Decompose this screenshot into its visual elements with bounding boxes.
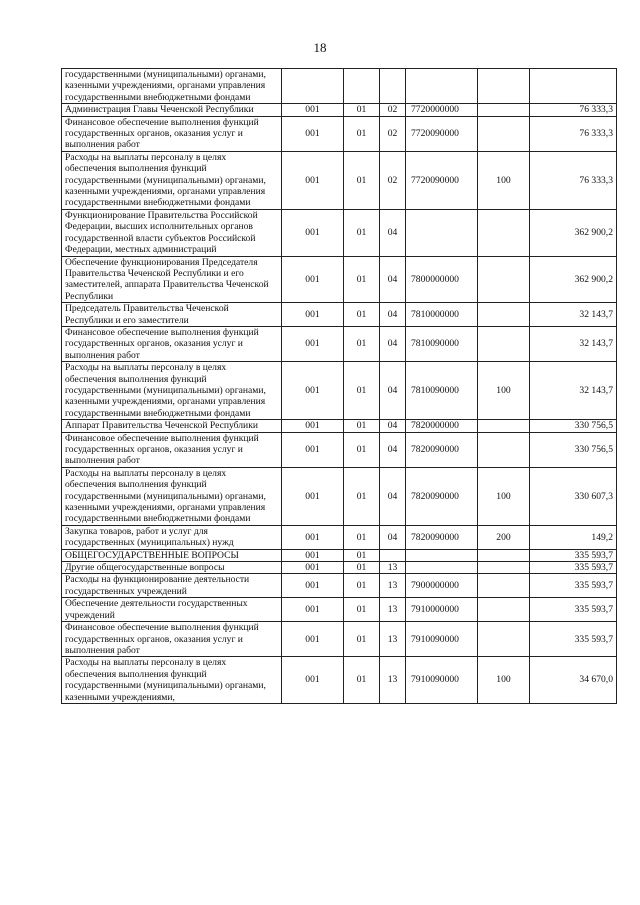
budget-table — [61, 68, 617, 704]
table-row — [62, 303, 617, 327]
row-rz-cell: 01 — [344, 657, 380, 704]
row-rz-cell: 01 — [344, 598, 380, 622]
row-csr-cell: 7820090000 — [406, 467, 478, 525]
row-csr-cell: 7910090000 — [406, 622, 478, 657]
row-pr-cell: 02 — [380, 116, 406, 151]
row-name-cell: Расходы на выплаты персоналу в целях обеспечения выполнения функций государственными (муниципальными) органами, казенными учреждениями, — [62, 657, 282, 704]
row-pr-cell — [380, 549, 406, 561]
row-pr-cell: 13 — [380, 598, 406, 622]
row-vr-cell — [478, 104, 530, 116]
table-row — [62, 326, 617, 361]
row-csr-cell: 7810090000 — [406, 326, 478, 361]
row-sum-cell: 149,2 — [530, 525, 617, 549]
row-grbs-cell — [282, 69, 344, 104]
row-rz-cell: 01 — [344, 432, 380, 467]
row-rz-cell: 01 — [344, 116, 380, 151]
table-row — [62, 420, 617, 432]
table-row — [62, 432, 617, 467]
row-name-cell: Финансовое обеспечение выполнения функций государственных органов, оказания услуг и выполнения работ — [62, 116, 282, 151]
row-csr-cell: 7820090000 — [406, 525, 478, 549]
row-grbs-cell: 001 — [282, 256, 344, 303]
table-row — [62, 209, 617, 256]
row-name-cell: Расходы на выплаты персоналу в целях обеспечения выполнения функций государственными (муниципальными) органами, казенными учреждениями, органами управления государственными внебюджетными фондами — [62, 151, 282, 209]
row-rz-cell: 01 — [344, 525, 380, 549]
row-grbs-cell: 001 — [282, 622, 344, 657]
row-pr-cell: 02 — [380, 104, 406, 116]
row-vr-cell — [478, 574, 530, 598]
row-sum-cell: 330 607,3 — [530, 467, 617, 525]
row-pr-cell: 13 — [380, 574, 406, 598]
row-grbs-cell: 001 — [282, 209, 344, 256]
row-pr-cell: 13 — [380, 657, 406, 704]
row-pr-cell: 04 — [380, 326, 406, 361]
row-csr-cell: 7810090000 — [406, 362, 478, 420]
row-sum-cell: 362 900,2 — [530, 256, 617, 303]
row-csr-cell: 7910000000 — [406, 598, 478, 622]
row-name-cell: Председатель Правительства Чеченской Республики и его заместители — [62, 303, 282, 327]
row-grbs-cell: 001 — [282, 362, 344, 420]
table-row — [62, 69, 617, 104]
table-row — [62, 362, 617, 420]
row-vr-cell — [478, 598, 530, 622]
row-pr-cell: 04 — [380, 362, 406, 420]
row-csr-cell — [406, 69, 478, 104]
row-rz-cell: 01 — [344, 104, 380, 116]
row-vr-cell — [478, 562, 530, 574]
row-rz-cell: 01 — [344, 562, 380, 574]
row-sum-cell: 335 593,7 — [530, 598, 617, 622]
row-rz-cell: 01 — [344, 574, 380, 598]
row-name-cell: Обеспечение функционирования Председателя Правительства Чеченской Республики и его заместителей, аппарата Правительства Чеченской Республики — [62, 256, 282, 303]
table-row — [62, 598, 617, 622]
row-vr-cell — [478, 432, 530, 467]
row-csr-cell — [406, 549, 478, 561]
table-row — [62, 151, 617, 209]
row-pr-cell: 04 — [380, 420, 406, 432]
row-grbs-cell: 001 — [282, 104, 344, 116]
row-grbs-cell: 001 — [282, 525, 344, 549]
row-sum-cell: 335 593,7 — [530, 549, 617, 561]
row-grbs-cell: 001 — [282, 657, 344, 704]
row-sum-cell: 32 143,7 — [530, 326, 617, 361]
row-pr-cell — [380, 69, 406, 104]
row-vr-cell — [478, 622, 530, 657]
row-rz-cell — [344, 69, 380, 104]
table-row — [62, 525, 617, 549]
row-name-cell: Расходы на функционирование деятельности государственных учреждений — [62, 574, 282, 598]
table-row — [62, 116, 617, 151]
row-csr-cell: 7900000000 — [406, 574, 478, 598]
row-pr-cell: 04 — [380, 467, 406, 525]
row-rz-cell: 01 — [344, 467, 380, 525]
row-name-cell: Аппарат Правительства Чеченской Республики — [62, 420, 282, 432]
table-row — [62, 467, 617, 525]
row-rz-cell: 01 — [344, 622, 380, 657]
row-name-cell: Другие общегосударственные вопросы — [62, 562, 282, 574]
table-row — [62, 622, 617, 657]
row-csr-cell — [406, 562, 478, 574]
row-name-cell: Администрация Главы Чеченской Республики — [62, 104, 282, 116]
row-sum-cell: 76 333,3 — [530, 151, 617, 209]
row-pr-cell: 13 — [380, 562, 406, 574]
row-grbs-cell: 001 — [282, 598, 344, 622]
row-grbs-cell: 001 — [282, 562, 344, 574]
row-pr-cell: 04 — [380, 256, 406, 303]
row-pr-cell: 13 — [380, 622, 406, 657]
row-vr-cell — [478, 256, 530, 303]
row-sum-cell: 330 756,5 — [530, 432, 617, 467]
table-row — [62, 104, 617, 116]
row-vr-cell: 100 — [478, 657, 530, 704]
row-grbs-cell: 001 — [282, 303, 344, 327]
row-name-cell: Финансовое обеспечение выполнения функций государственных органов, оказания услуг и выполнения работ — [62, 622, 282, 657]
row-rz-cell: 01 — [344, 326, 380, 361]
row-grbs-cell: 001 — [282, 549, 344, 561]
row-grbs-cell: 001 — [282, 420, 344, 432]
row-pr-cell: 04 — [380, 432, 406, 467]
row-sum-cell: 330 756,5 — [530, 420, 617, 432]
row-rz-cell: 01 — [344, 549, 380, 561]
row-grbs-cell: 001 — [282, 467, 344, 525]
row-vr-cell: 200 — [478, 525, 530, 549]
row-sum-cell: 335 593,7 — [530, 574, 617, 598]
row-pr-cell: 02 — [380, 151, 406, 209]
table-row — [62, 657, 617, 704]
row-vr-cell: 100 — [478, 151, 530, 209]
row-rz-cell: 01 — [344, 256, 380, 303]
row-rz-cell: 01 — [344, 362, 380, 420]
row-name-cell: Обеспечение деятельности государственных учреждений — [62, 598, 282, 622]
row-vr-cell — [478, 549, 530, 561]
row-sum-cell: 362 900,2 — [530, 209, 617, 256]
row-sum-cell: 32 143,7 — [530, 362, 617, 420]
row-grbs-cell: 001 — [282, 432, 344, 467]
row-rz-cell: 01 — [344, 420, 380, 432]
row-name-cell: Финансовое обеспечение выполнения функций государственных органов, оказания услуг и выполнения работ — [62, 326, 282, 361]
row-name-cell: Расходы на выплаты персоналу в целях обеспечения выполнения функций государственными (муниципальными) органами, казенными учреждениями, органами управления государственными внебюджетными фондами — [62, 362, 282, 420]
row-csr-cell: 7810000000 — [406, 303, 478, 327]
row-vr-cell — [478, 116, 530, 151]
row-sum-cell — [530, 69, 617, 104]
row-sum-cell: 335 593,7 — [530, 562, 617, 574]
row-name-cell: государственными (муниципальными) органами, казенными учреждениями, органами управления государственными внебюджетными фондами — [62, 69, 282, 104]
row-vr-cell — [478, 420, 530, 432]
row-pr-cell: 04 — [380, 525, 406, 549]
row-vr-cell: 100 — [478, 362, 530, 420]
table-row — [62, 549, 617, 561]
row-sum-cell: 335 593,7 — [530, 622, 617, 657]
table-row — [62, 562, 617, 574]
row-vr-cell: 100 — [478, 467, 530, 525]
page-number: 18 — [313, 40, 327, 55]
row-rz-cell: 01 — [344, 151, 380, 209]
row-name-cell: Финансовое обеспечение выполнения функций государственных органов, оказания услуг и выполнения работ — [62, 432, 282, 467]
row-name-cell: ОБЩЕГОСУДАРСТВЕННЫЕ ВОПРОСЫ — [62, 549, 282, 561]
row-pr-cell: 04 — [380, 303, 406, 327]
row-grbs-cell: 001 — [282, 326, 344, 361]
row-csr-cell: 7910090000 — [406, 657, 478, 704]
row-sum-cell: 32 143,7 — [530, 303, 617, 327]
row-rz-cell: 01 — [344, 209, 380, 256]
row-pr-cell: 04 — [380, 209, 406, 256]
row-csr-cell: 7820000000 — [406, 420, 478, 432]
row-csr-cell: 7720090000 — [406, 151, 478, 209]
row-csr-cell: 7800000000 — [406, 256, 478, 303]
row-grbs-cell: 001 — [282, 151, 344, 209]
row-sum-cell: 34 670,0 — [530, 657, 617, 704]
budget-table-body — [62, 69, 617, 704]
row-name-cell: Закупка товаров, работ и услуг для государственных (муниципальных) нужд — [62, 525, 282, 549]
row-rz-cell: 01 — [344, 303, 380, 327]
row-sum-cell: 76 333,3 — [530, 116, 617, 151]
row-csr-cell — [406, 209, 478, 256]
row-vr-cell — [478, 69, 530, 104]
row-vr-cell — [478, 326, 530, 361]
row-vr-cell — [478, 209, 530, 256]
row-grbs-cell: 001 — [282, 116, 344, 151]
row-name-cell: Расходы на выплаты персоналу в целях обеспечения выполнения функций государственными (муниципальными) органами, казенными учреждениями, органами управления государственными внебюджетными фондами — [62, 467, 282, 525]
row-csr-cell: 7720090000 — [406, 116, 478, 151]
row-vr-cell — [478, 303, 530, 327]
row-grbs-cell: 001 — [282, 574, 344, 598]
table-row — [62, 574, 617, 598]
row-csr-cell: 7720000000 — [406, 104, 478, 116]
table-row — [62, 256, 617, 303]
row-sum-cell: 76 333,3 — [530, 104, 617, 116]
row-name-cell: Функционирование Правительства Российской Федерации, высших исполнительных органов государственной власти субъектов Российской Федерации, местных администраций — [62, 209, 282, 256]
row-csr-cell: 7820090000 — [406, 432, 478, 467]
